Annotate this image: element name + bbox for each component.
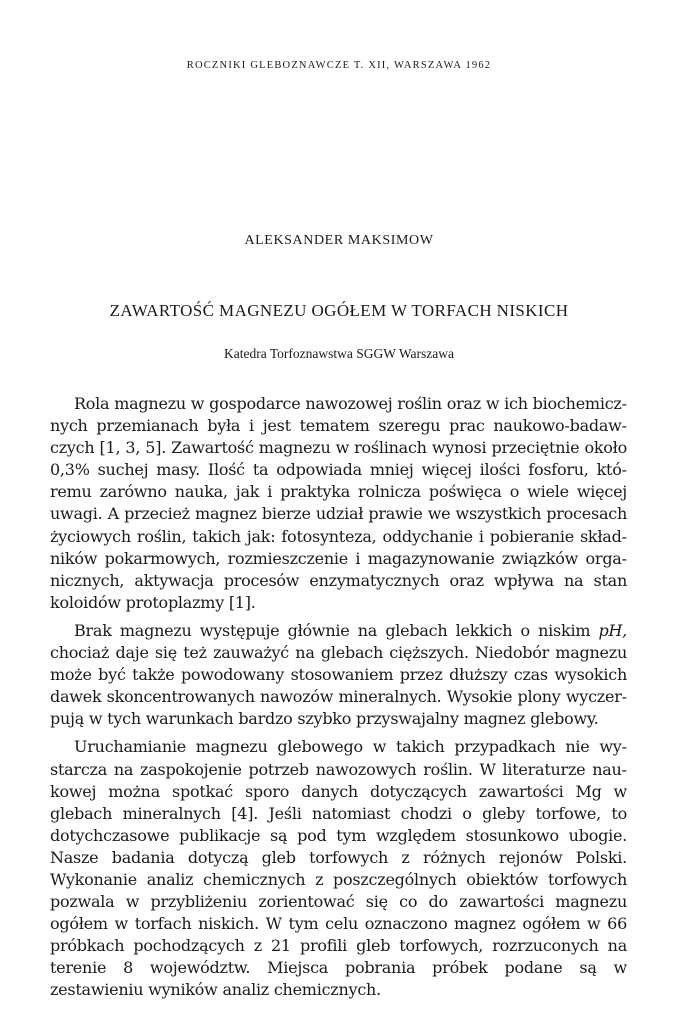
ph-term: pH,: [598, 620, 627, 640]
running-head: ROCZNIKI GLEBOZNAWCZE T. XII, WARSZAWA 1962: [186, 60, 492, 71]
article-title: ZAWARTOŚĆ MAGNEZU OGÓŁEM W TORFACH NISKICH: [109, 301, 569, 320]
paragraph-text: Brak magnezu występuje głównie na glebach lekkich o niskim: [74, 620, 599, 640]
paragraph-text: Rola magnezu w gospodarce nawozowej roślin oraz w ich biochemicznych przemianach była i jest tematem szeregu prac naukowo-badawczych [1, 3, 5]. Zawartość magnezu w roślinach wynosi przeciętnie około 0,3% suchej masy. Ilość ta odpowiada mniej więcej ilości fosforu, któremu zarówno nauka, jak i praktyka rolnicza poświęca o wiele więcej uwagi. A przecież magnez bierze udział prawie we wszystkich procesach życiowych roślin, takich jak: fotosynteza, oddychanie i pobieranie składników pokarmowych, rozmieszczenie i magazynowanie związków organicznych, aktywacja procesów enzymatycznych oraz wpływa na stan koloidów protoplazmy [1].: [50, 394, 627, 612]
article-body: [50, 393, 627, 1008]
author-affiliation: Katedra Torfoznawstwa SGGW Warszawa: [223, 346, 454, 361]
author-name: ALEKSANDER MAKSIMOW: [244, 233, 434, 248]
paragraph: [50, 393, 627, 614]
paragraph-text: Uruchamianie magnezu glebowego w takich przypadkach nie wystarcza na zaspokojenie potrzeb nawozowych roślin. W literaturze naukowej można spotkać sporo danych dotyczących zawartości Mg w glebach mineralnych [4]. Jeśli natomiast chodzi o gleby torfowe, to dotychczasowe publikacje są pod tym względem stosunkowo ubogie. Nasze badania dotyczą gleb torfowych z różnych rejonów Polski. Wykonanie analiz chemicznych z poszczególnych obiektów torfowych pozwala w przybliżeniu zorientować się co do zawartości magnezu ogółem w torfach niskich. W tym celu oznaczono magnez ogółem w 66 próbkach pochodzących z 21 profili gleb torfowych, rozrzuconych na terenie 8 województw. Miejsca pobrania próbek podane są w zestawieniu wyników analiz chemicznych.: [50, 737, 627, 1000]
paragraph: [50, 620, 627, 730]
paragraph: [50, 736, 627, 1001]
paragraph-text: chociaż daje się też zauważyć na glebach cięższych. Niedobór magnezu może być także powodowany stosowaniem przez dłuższy czas wysokich dawek skoncentrowanych nawozów mineralnych. Wysokie plony wyczerpują w tych warunkach bardzo szybko przyswajalny magnez glebowy.: [50, 643, 627, 729]
